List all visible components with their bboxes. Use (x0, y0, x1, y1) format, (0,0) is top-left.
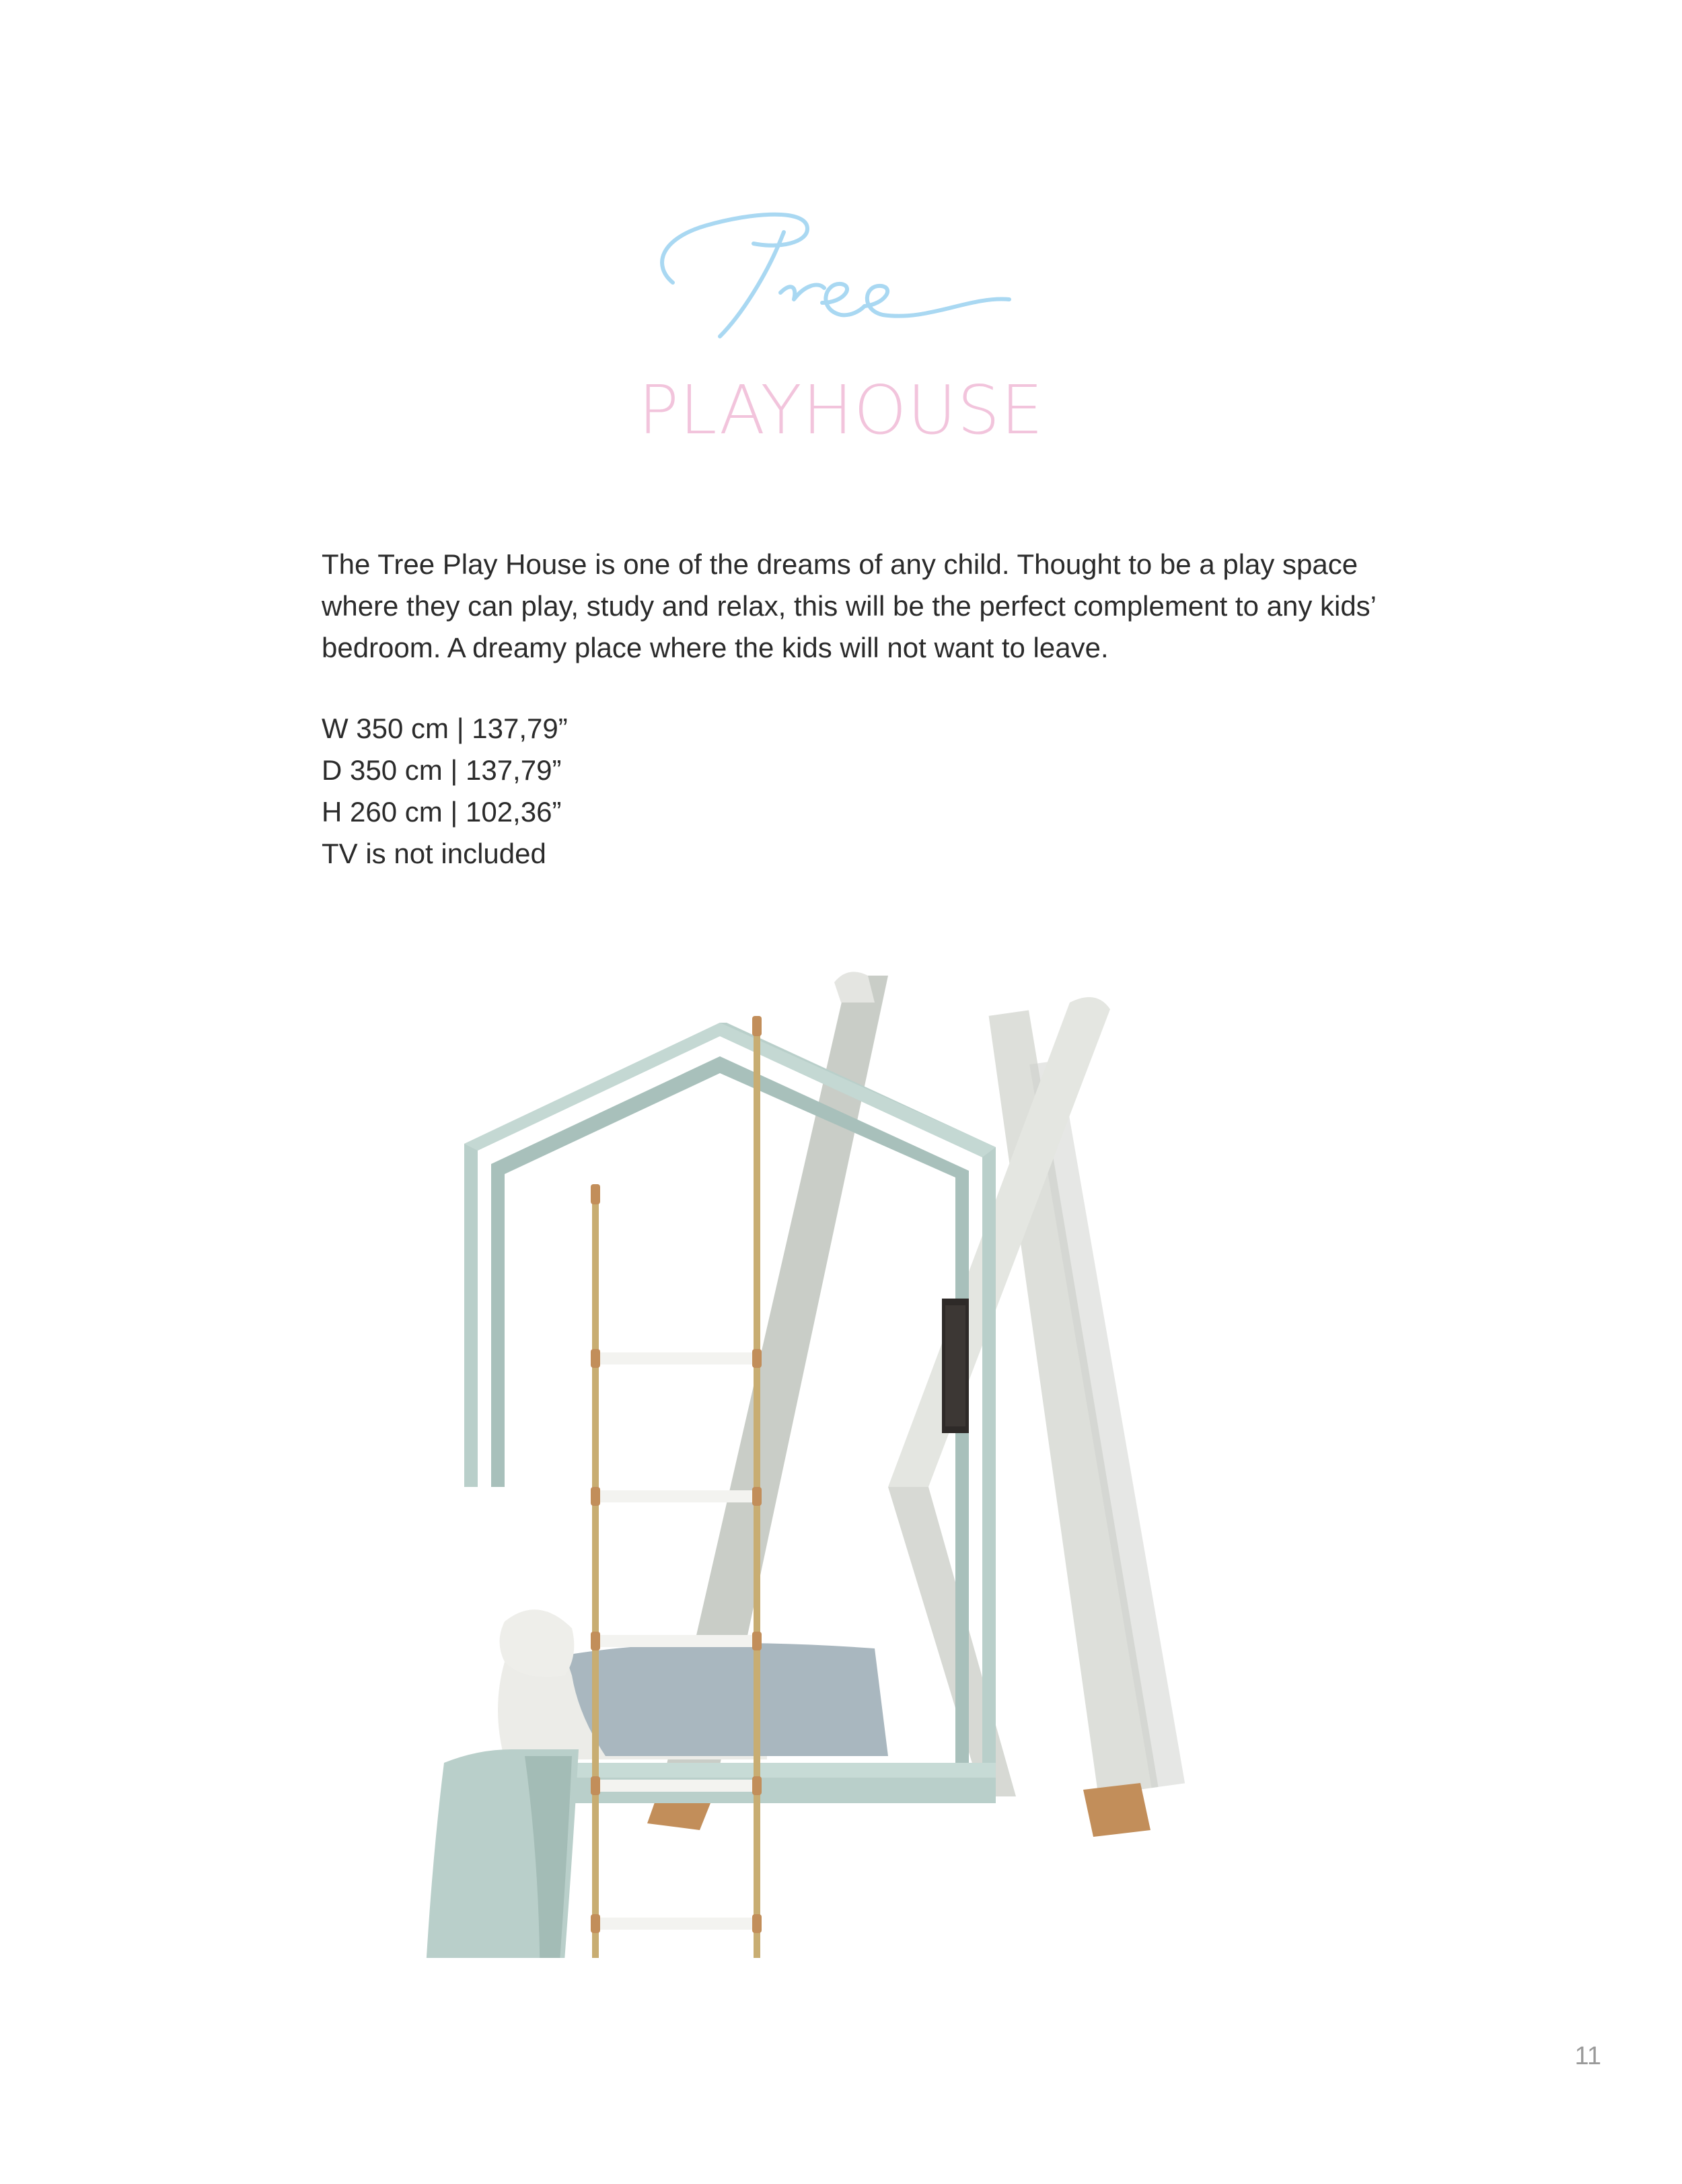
spec-note: TV is not included (322, 838, 546, 869)
spec-width: W 350 cm | 137,79” (322, 713, 568, 744)
subtitle: PLAYHOUSE (638, 371, 1044, 449)
specs-list (322, 708, 994, 875)
product-description: The Tree Play House is one of the dreams of any child. Thought to be a play space where they can play, study and relax, this will be the perfect complement to any kids’ bedroom. A dreamy place where the kids will not want to leave. (322, 548, 1376, 663)
product-image (404, 962, 1238, 1958)
page-number: 11 (1574, 2042, 1601, 2070)
script-title-logo (646, 202, 1023, 350)
tree-playhouse-illustration (404, 962, 1238, 1958)
spec-depth: D 350 cm | 137,79” (322, 754, 562, 786)
tree-script-lettering (646, 202, 1023, 350)
spec-height: H 260 cm | 102,36” (322, 796, 562, 828)
